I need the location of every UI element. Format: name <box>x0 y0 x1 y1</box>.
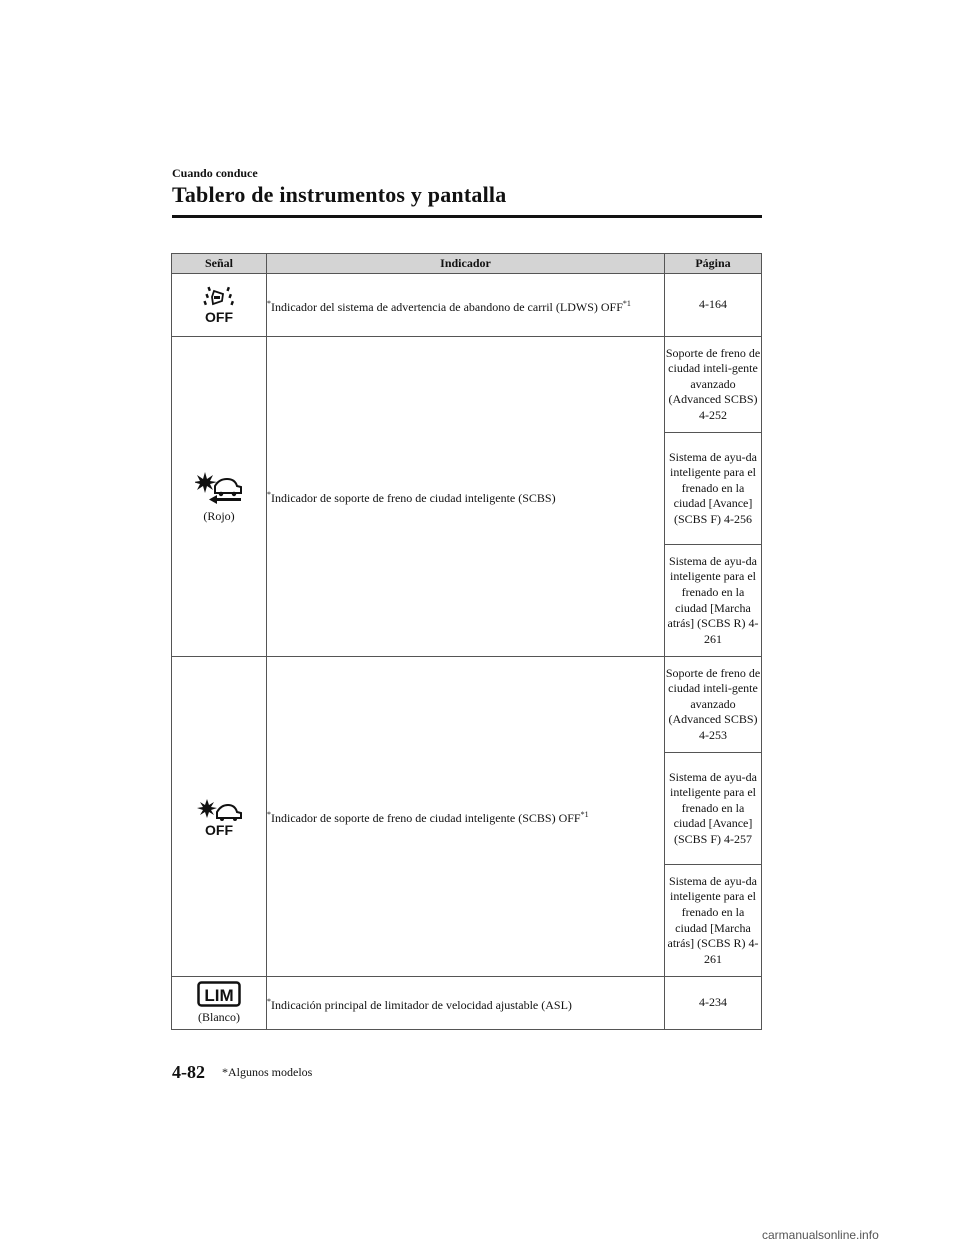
watermark: carmanualsonline.info <box>762 1228 879 1242</box>
color-label: (Blanco) <box>198 1010 240 1024</box>
indicator-cell: *Indicador del sistema de advertencia de abandono de carril (LDWS) OFF$^{*1}$ <box>267 274 665 337</box>
page-cell: 4-164 <box>665 274 762 337</box>
svg-text:OFF: OFF <box>205 309 233 325</box>
indicator-table <box>171 253 762 1030</box>
lim-icon <box>197 981 241 1007</box>
page-cell: 4-234 <box>665 977 762 1030</box>
scbs-red-icon <box>195 470 243 506</box>
table-header-row <box>172 254 762 274</box>
page-cell: Sistema de ayu-da inteligente para el frenado en la ciudad [Marcha atrás] (SCBS R) 4-261 <box>665 865 762 977</box>
lane-departure-off-icon <box>201 285 237 325</box>
signal-cell <box>172 274 267 337</box>
footnote: *Algunos modelos <box>222 1065 313 1079</box>
signal-cell <box>172 337 267 657</box>
table-row <box>172 977 762 1030</box>
signal-cell <box>172 977 267 1030</box>
scbs-off-icon <box>195 797 243 837</box>
svg-text:LIM: LIM <box>204 986 234 1005</box>
page-cell: Soporte de freno de ciudad inteli-gente avanzado (Advanced SCBS) 4-253 <box>665 657 762 753</box>
table-row <box>172 657 762 753</box>
page-number: 4-82 <box>172 1062 205 1082</box>
svg-text:OFF: OFF <box>205 821 233 837</box>
color-label: (Rojo) <box>203 508 235 523</box>
page-cell: Soporte de freno de ciudad inteli-gente avanzado (Advanced SCBS) 4-252 <box>665 337 762 433</box>
header-page: Página <box>665 254 762 274</box>
indicator-cell: *Indicación principal de limitador de velocidad ajustable (ASL) <box>267 977 665 1030</box>
page-cell: Sistema de ayu-da inteligente para el frenado en la ciudad [Avance] (SCBS F) 4-256 <box>665 433 762 545</box>
table-row <box>172 274 762 337</box>
page-cell: Sistema de ayu-da inteligente para el frenado en la ciudad [Avance] (SCBS F) 4-257 <box>665 753 762 865</box>
indicator-cell: *Indicador de soporte de freno de ciudad inteligente (SCBS) <box>267 337 665 657</box>
title-divider <box>172 215 762 218</box>
section-label: Cuando conduce <box>172 166 258 180</box>
signal-cell <box>172 657 267 977</box>
table-row <box>172 337 762 433</box>
indicator-cell: *Indicador de soporte de freno de ciudad inteligente (SCBS) OFF$^{*1}$ <box>267 657 665 977</box>
header-indicator: Indicador <box>267 254 665 274</box>
page-title: Tablero de instrumentos y pantalla <box>172 182 507 207</box>
header-signal: Señal <box>172 254 267 274</box>
page-cell: Sistema de ayu-da inteligente para el frenado en la ciudad [Marcha atrás] (SCBS R) 4-261 <box>665 545 762 657</box>
